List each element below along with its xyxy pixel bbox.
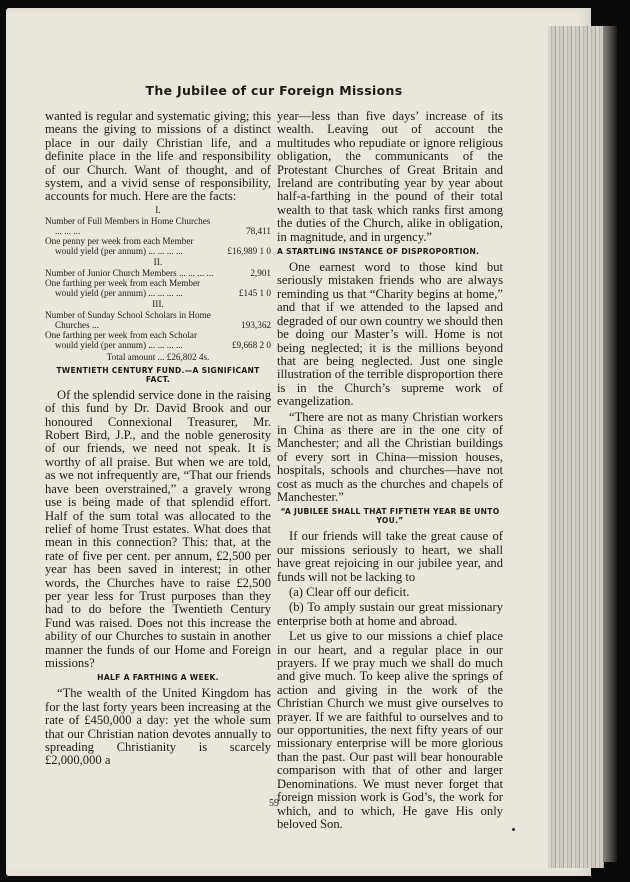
row-amount: 193,362 [241, 319, 271, 330]
section-heading: A STARTLING INSTANCE OF DISPROPORTION. [277, 247, 480, 257]
paragraph: One earnest word to those kind but seriously mistaken friends who are always reminding us that “Charity begins at home,” and that if we attended to the lapsed and degraded of our own country we should then be doing our Master’s will. Home is not being neglected; it is the millions beyond that are being neglected. Just one single illustration of the terrible disproportion there is in the Church’s supreme work of evangelization. [277, 260, 503, 409]
running-header: The Jubilee of cur Foreign Missions [145, 83, 403, 98]
paragraph: Let us give to our missions a chief place in our heart, and a regular place in our prayers. If we pray much we shall do much and give much. To keep alive the springs of action and giving in the work of the Christian Church we must give ourselves to prayer. If we are faithful to ourselves and to our opportunities, the next fifty years of our missionary enterprise will be more glorious than the past. Our past will bear honourable comparison with that of other and larger Denominations. We must never forget that foreign mission work is God’s, the work for which, and to which, He gave His only beloved Son. [277, 629, 503, 831]
row-label: Number of Junior Church Members ... ... ... ... [45, 267, 214, 278]
paragraph: wanted is regular and systematic giving; this means the giving to missions of a distinct place in our daily Christian life, and a definite place in the life and responsibility of our Church. Want of thought, and of system, and a vivid sense of responsibility, accounts for much. Here are the facts: [45, 109, 271, 204]
facts-table [45, 206, 271, 362]
left-column [45, 110, 271, 770]
table-row [45, 310, 271, 330]
table-row [45, 330, 271, 350]
table-row [45, 216, 271, 236]
row-label: Number of Sunday School Scholars in Home Churches ... [45, 309, 211, 330]
row-amount: 78,411 [246, 225, 271, 236]
paragraph: year—less than five days’ increase of its wealth. Leaving out of account the multitudes who repudiate or ignore religious obligation, the communicants of the Protestant Churches of Great Britain and Ireland are contributing year by year about half-a-farthing in the pound of their total wealth to that task which ranks first among the duties of the Church, alike in obligation, in magnitude, and in urgency.” [277, 109, 503, 244]
table-row [45, 278, 271, 298]
row-amount: £9,668 2 0 [231, 339, 271, 350]
row-amount: 2,901 [250, 267, 271, 278]
section-heading: HALF A FARTHING A WEEK. [97, 673, 219, 683]
list-item: (b) To amply sustain our great missionary enterprise both at home and abroad. [277, 600, 503, 628]
list-item: (a) Clear off our deficit. [289, 585, 410, 599]
right-column [277, 110, 503, 833]
table-group [45, 300, 271, 350]
paragraph: “The wealth of the United Kingdom has for the last forty years been increasing at the rate of £450,000 a day: yet the whole sum that our Christian nation devotes annually to spreading Christianity is scarcely £2,000,000 a [45, 686, 271, 768]
row-label: Number of Full Members in Home Churches ... ... ... [45, 215, 211, 236]
table-group [45, 258, 271, 298]
row-amount: £145 1 0 [238, 287, 271, 298]
section-heading: “A JUBILEE SHALL THAT FIFTIETH YEAR BE UNTO YOU.” [280, 507, 500, 526]
paragraph: Of the splendid service done in the raising of this fund by Dr. David Brook and our honoured Connexional Treasurer, Mr. Robert Bird, J.P., and the noble generosity of our friends, we need not speak. It is worthy of all praise. But when we are told, as we not infrequently are, “That our friends have been overstrained,” a gravely wrong use is being made of that splendid effort. Half of the sum total was allocated to the relief of home Trust estates. What does that mean in this connection? This: that, at the rate of five per cent. per annum, £2,500 per year has been saved in interest; in other words, the Churches have to raise £2,500 per year less for Trust purposes than they had to do before the Twentieth Century Fund was raised. Does not this increase the ability of our Churches to sustain in another manner the funds of our Home and Foreign missions? [45, 387, 271, 670]
page-edges [548, 26, 604, 868]
table-row [45, 236, 271, 256]
page-number: 59 [269, 798, 279, 809]
section-heading: TWENTIETH CENTURY FUND.—A SIGNIFICANT FACT. [56, 365, 260, 384]
group-numeral: III. [152, 299, 164, 310]
table-row [45, 268, 271, 278]
row-label: One penny per week from each Member would yield (per annum) ... ... ... ... [45, 235, 194, 256]
paragraph: “There are not as many Christian workers in China as there are in the one city of Manchester; and all the Christian buildings of every sort in China—mission houses, hospitals, schools and churches—have not cost as much as the churches and chapels of Manchester.” [277, 409, 503, 504]
row-amount: £16,989 1 0 [227, 245, 271, 256]
group-numeral: II. [153, 257, 163, 268]
ink-speck [512, 828, 515, 831]
table-group [45, 206, 271, 256]
row-label: One farthing per week from each Member would yield (per annum) ... ... ... ... [45, 277, 201, 298]
table-total: Total amount ... £26,802 4s. [106, 351, 210, 362]
group-numeral: I. [155, 205, 161, 216]
paragraph: If our friends will take the great cause of our missions seriously to heart, we shall have great rejoicing in our jubilee year, and funds will not be lacking to [277, 529, 503, 584]
book-spine [603, 26, 617, 862]
row-label: One farthing per week from each Scholar would yield (per annum) ... ... ... ... [45, 329, 198, 350]
